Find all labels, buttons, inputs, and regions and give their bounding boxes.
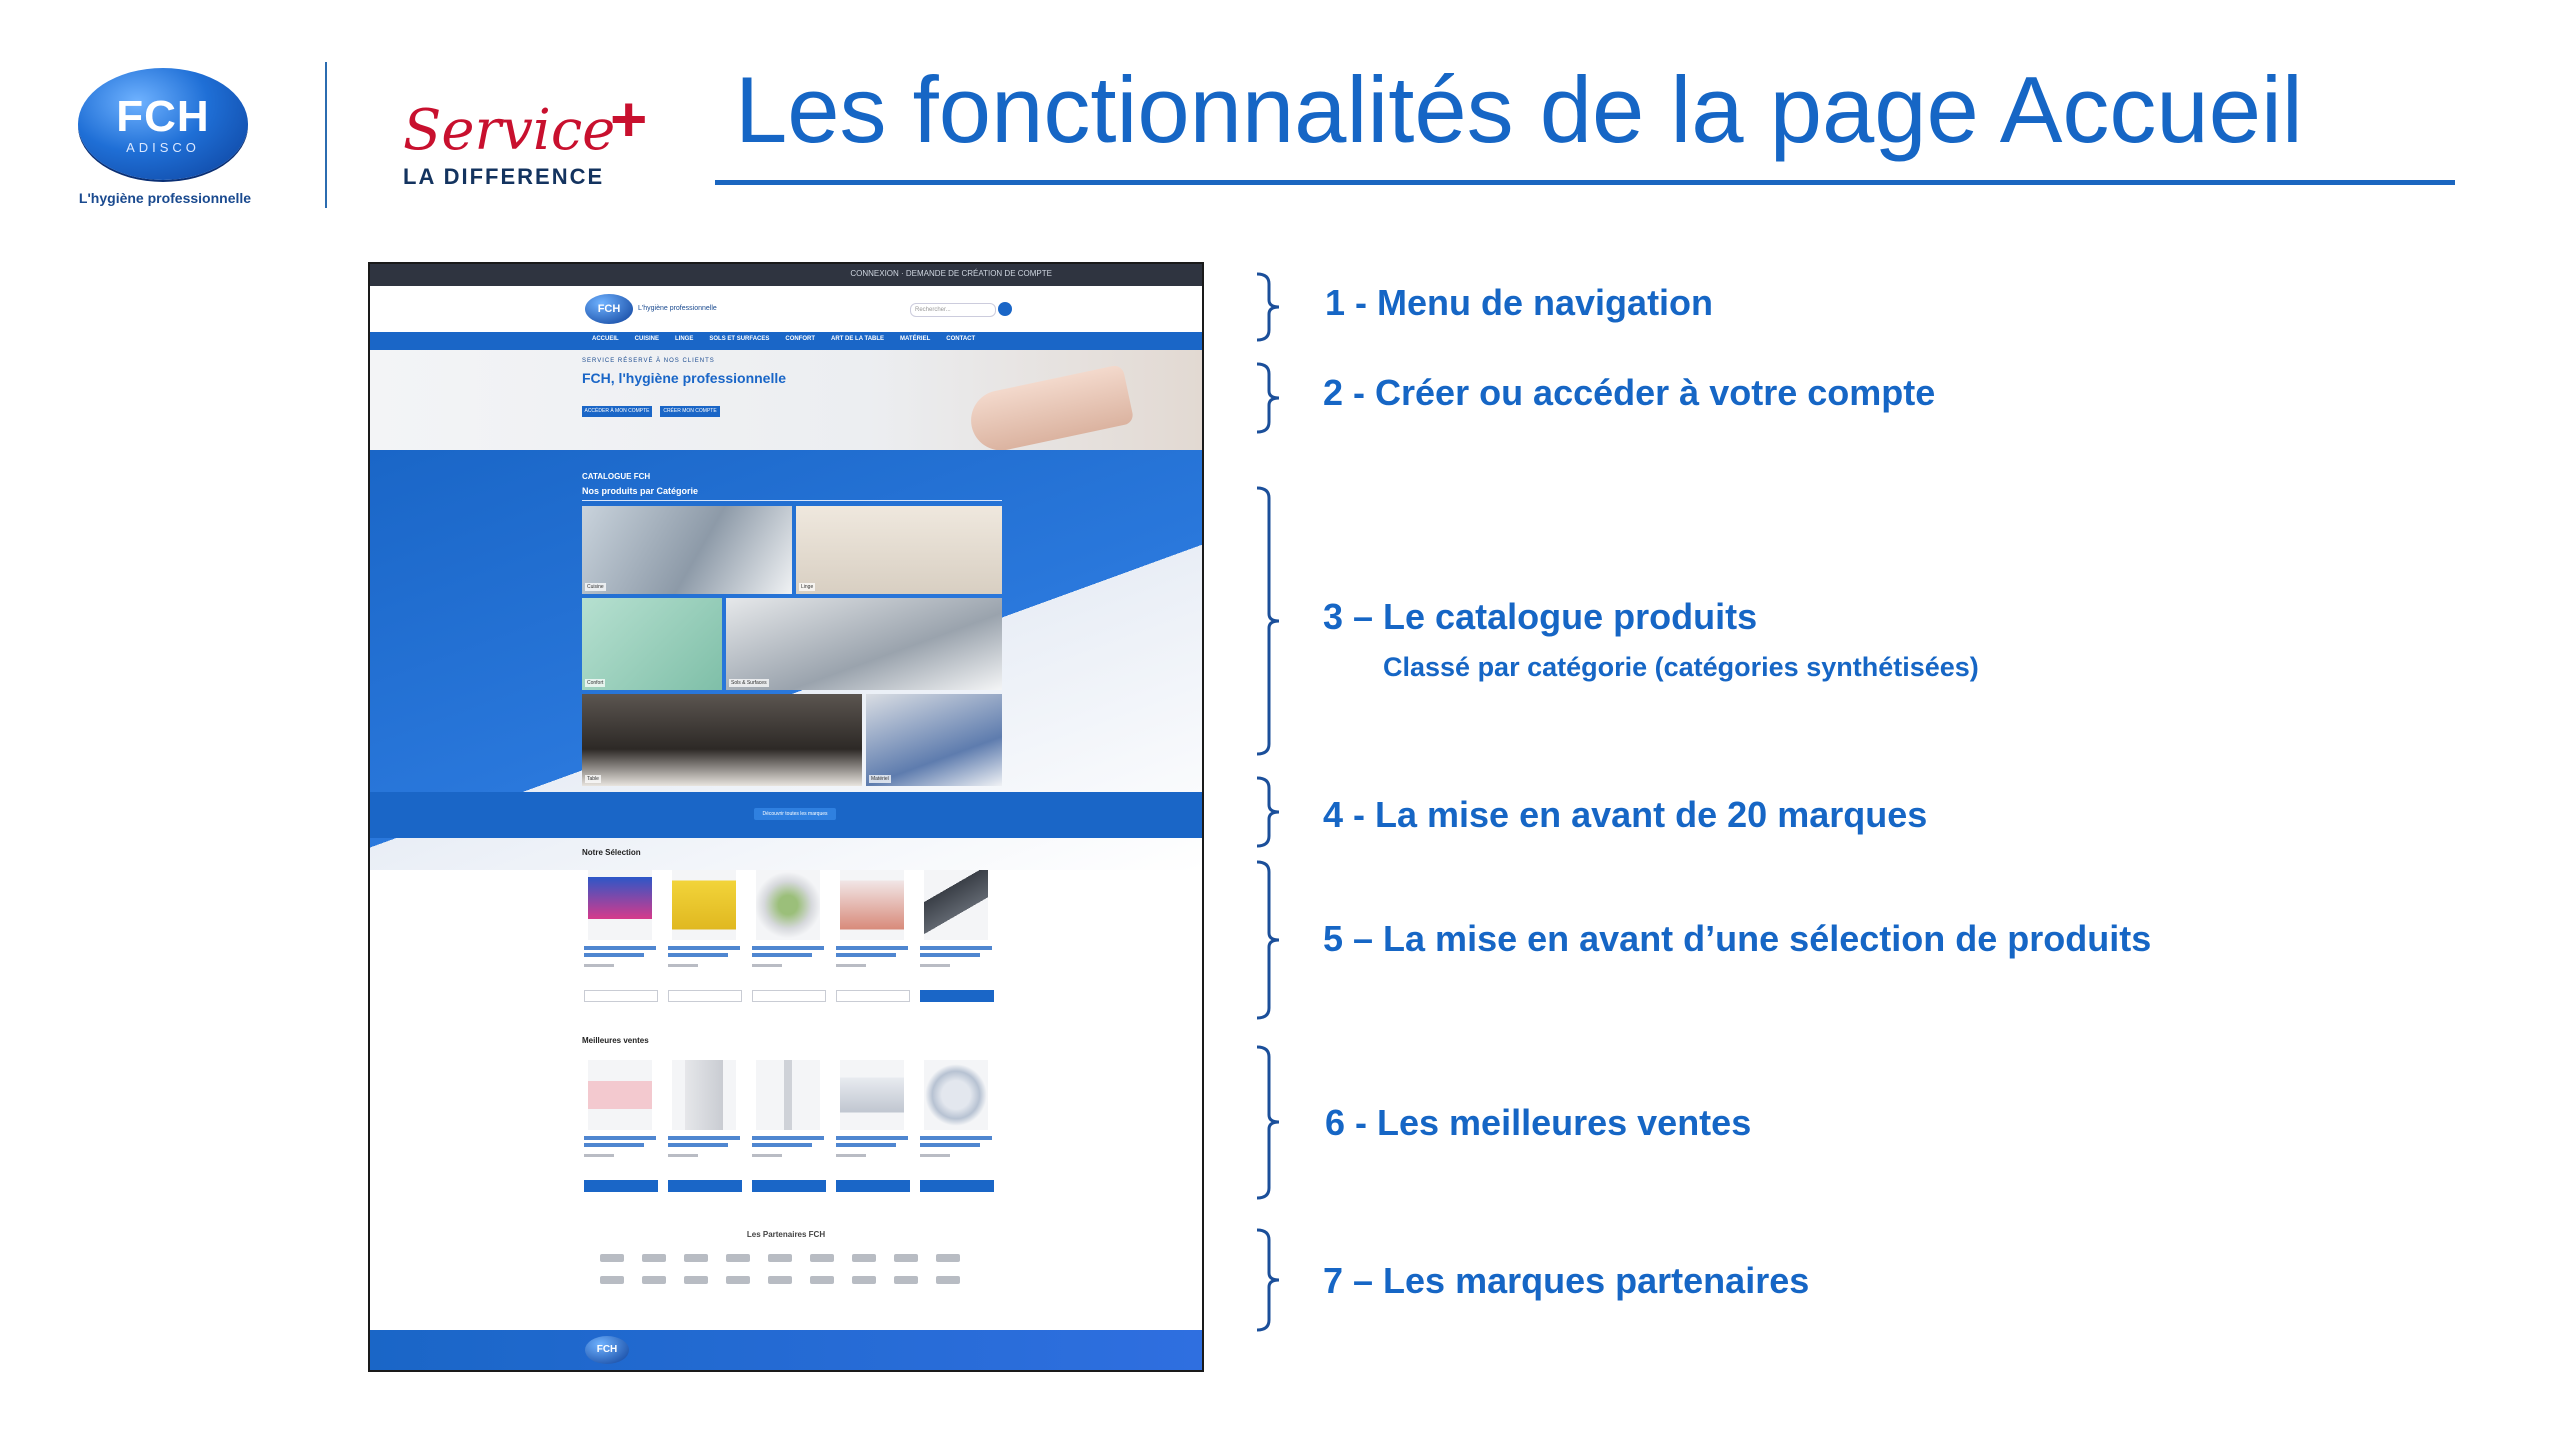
- brace-7: [1255, 1228, 1295, 1332]
- mockup-nav-item: SOLS ET SURFACES: [709, 336, 770, 342]
- slide-title: Les fonctionnalités de la page Accueil: [735, 57, 2303, 162]
- annotation-3-sub: Classé par catégorie (catégories synthétisées): [1383, 652, 1979, 682]
- brace-5: [1255, 860, 1295, 1020]
- mockup-catalogue-kicker: CATALOGUE FCH: [582, 472, 651, 481]
- product-card: [750, 864, 826, 1004]
- brace-6: [1255, 1045, 1295, 1200]
- service-subtitle: LA DIFFERENCE: [403, 164, 605, 189]
- service-plus-logo: [395, 83, 675, 198]
- mockup-nav-item: MATÉRIEL: [900, 336, 931, 342]
- mockup-header: [370, 286, 1202, 332]
- annotation-2: 2 - Créer ou accéder à votre compte: [1323, 372, 1936, 413]
- annotation-1: 1 - Menu de navigation: [1325, 282, 1714, 323]
- mockup-nav-item: ART DE LA TABLE: [831, 336, 885, 342]
- mockup-nav-item: LINGE: [675, 336, 694, 342]
- mockup-partners-title: Les Partenaires FCH: [746, 1230, 826, 1239]
- product-card: [834, 864, 910, 1004]
- annotation-5: 5 – La mise en avant d’une sélection de produits: [1323, 918, 2152, 959]
- fch-logo-text: FCH: [116, 92, 210, 141]
- mockup-selection-title: Notre Sélection: [582, 848, 641, 857]
- fch-logo-subtext: ADISCO: [126, 140, 200, 155]
- category-tile-label: Confort: [587, 680, 604, 686]
- mockup-best-sellers-title: Meilleures ventes: [582, 1036, 649, 1045]
- fch-logo-emblem: [78, 68, 248, 180]
- category-tile-sols: [726, 598, 1002, 690]
- fch-logo: [70, 62, 255, 212]
- mockup-search-input: Rechercher...: [910, 303, 996, 317]
- mockup-topbar-links: CONNEXION · DEMANDE DE CRÉATION DE COMPTE: [850, 269, 1052, 278]
- mockup-nav-item: CONFORT: [785, 336, 816, 342]
- category-tile-label: Sols & Surfaces: [731, 680, 767, 686]
- mockup-logo-tagline: L'hygiène professionnelle: [638, 305, 717, 312]
- mockup-catalogue-title: Nos produits par Catégorie: [582, 486, 699, 496]
- mockup-nav-bar: [370, 332, 1202, 350]
- best-seller-card: [834, 1054, 910, 1194]
- mockup-footer: [370, 1330, 1202, 1372]
- category-tile-label: Cuisine: [587, 584, 604, 590]
- product-card: [918, 864, 994, 1004]
- best-seller-card: [750, 1054, 826, 1194]
- service-word: Service: [403, 98, 616, 163]
- best-seller-card: [582, 1054, 658, 1194]
- service-plus-sign: +: [610, 83, 648, 155]
- category-tile-confort: [582, 598, 722, 690]
- brace-2: [1255, 362, 1295, 434]
- mockup-hero-title: FCH, l'hygiène professionnelle: [582, 370, 787, 386]
- category-tile-label: Matériel: [871, 776, 889, 782]
- best-seller-card: [666, 1054, 742, 1194]
- category-tile-materiel: [866, 694, 1002, 786]
- mockup-nav-item: ACCUEIL: [592, 336, 619, 342]
- mockup-cart-icon: [998, 302, 1012, 316]
- mockup-brands-button: Découvrir toutes les marques: [754, 808, 836, 820]
- mockup-logo: FCH: [585, 294, 633, 324]
- product-card: [666, 864, 742, 1004]
- header-divider: [325, 62, 327, 208]
- product-card: [582, 864, 658, 1004]
- annotation-6: 6 - Les meilleures ventes: [1325, 1102, 1752, 1143]
- title-underline: [715, 180, 2455, 185]
- mockup-hero-image: [966, 364, 1135, 456]
- brace-1: [1255, 272, 1295, 342]
- best-seller-card: [918, 1054, 994, 1194]
- mockup-footer-logo: FCH: [585, 1336, 629, 1364]
- mockup-account-button: ACCÉDER À MON COMPTE: [582, 406, 652, 417]
- category-tile-label: Table: [587, 776, 599, 782]
- mockup-nav-item: CONTACT: [946, 336, 976, 342]
- category-tile-table: [582, 694, 862, 786]
- category-tile-linge: [796, 506, 1002, 594]
- mockup-topbar: [370, 264, 1202, 286]
- mockup-nav-items: [592, 336, 975, 342]
- category-tile-label: Linge: [801, 584, 814, 590]
- annotation-3: 3 – Le catalogue produits: [1323, 596, 1758, 637]
- annotation-4: 4 - La mise en avant de 20 marques: [1323, 794, 1928, 835]
- fch-tagline: L'hygiène professionnelle: [78, 190, 252, 206]
- homepage-mockup: [368, 262, 1204, 1372]
- category-tile-cuisine: [582, 506, 792, 594]
- mockup-hero-kicker: SERVICE RÉSERVÉ À NOS CLIENTS: [582, 358, 715, 364]
- brace-3: [1255, 486, 1295, 756]
- mockup-nav-item: CUISINE: [634, 336, 660, 342]
- mockup-catalogue-rule: [582, 500, 1002, 501]
- brace-4: [1255, 776, 1295, 848]
- mockup-partner-logos: [600, 1254, 980, 1284]
- annotation-7: 7 – Les marques partenaires: [1323, 1260, 1810, 1301]
- mockup-hero: [370, 350, 1202, 450]
- mockup-brands-banner: [370, 792, 1202, 838]
- mockup-create-account-button: CRÉER MON COMPTE: [660, 406, 720, 417]
